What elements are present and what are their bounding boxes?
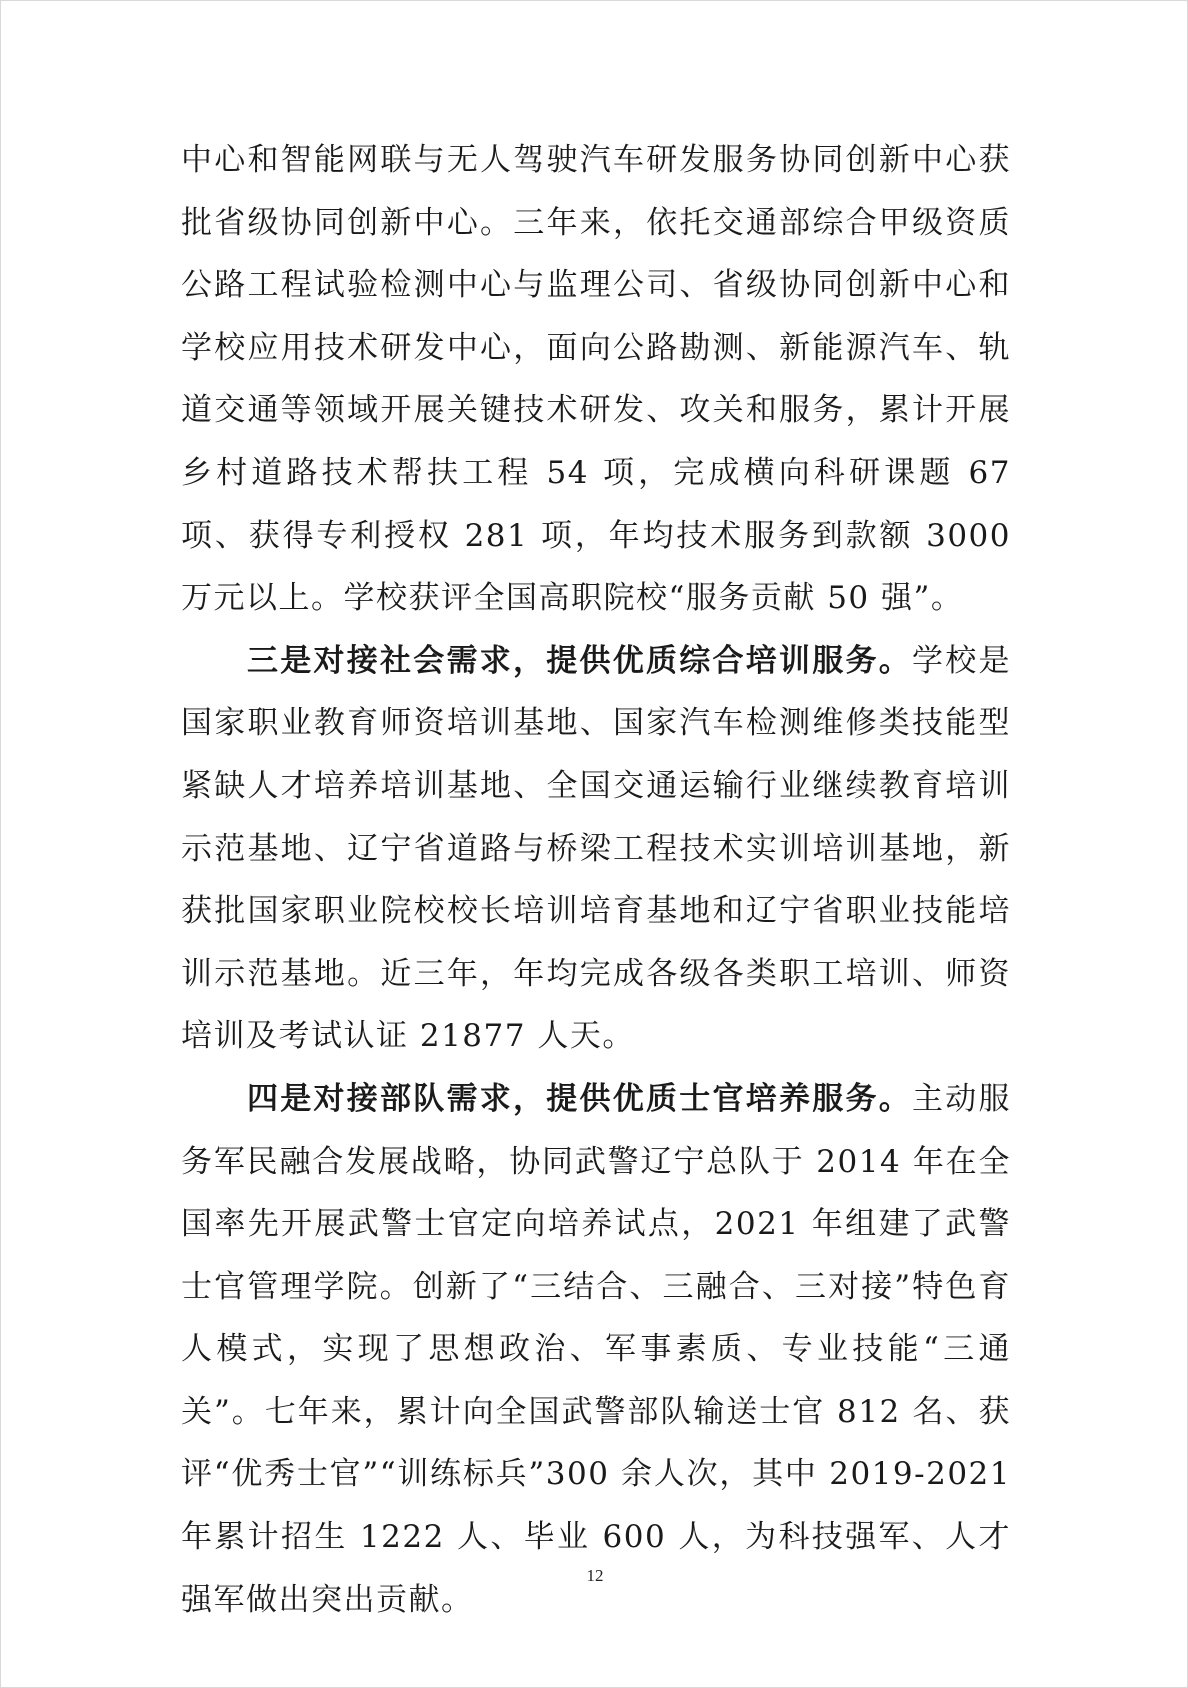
paragraph-text: 学校是国家职业教育师资培训基地、国家汽车检测维修类技能型紧缺人才培养培训基地、全国交通运输行业继续教育培训示范基地、辽宁省道路与桥梁工程技术实训培训基地，新获批国家职业院校校长培训培育基地和辽宁省职业技能培训示范基地。近三年，年均完成各级各类职工培训、师资培训及考试认证 21877 人天。 — [181, 642, 1011, 1055]
paragraph-lead: 三是对接社会需求，提供优质综合培训服务。 — [247, 642, 912, 679]
paragraph-lead: 四是对接部队需求，提供优质士官培养服务。 — [247, 1080, 912, 1117]
paragraph-research-services — [181, 129, 1011, 630]
body-text — [181, 129, 1011, 1631]
page-number: 12 — [586, 1566, 604, 1585]
paragraph-training-services — [181, 630, 1011, 1068]
paragraph-nco-training — [181, 1068, 1011, 1631]
paragraph-text: 中心和智能网联与无人驾驶汽车研发服务协同创新中心获批省级协同创新中心。三年来，依托交通部综合甲级资质公路工程试验检测中心与监理公司、省级协同创新中心和学校应用技术研发中心，面向公路勘测、新能源汽车、轨道交通等领域开展关键技术研发、攻关和服务，累计开展乡村道路技术帮扶工程 54 项，完成横向科研课题 67 项、获得专利授权 281 项，年均技术服务到款额 3000 万元以上。学校获评全国高职院校“服务贡献 50 强”。 — [181, 142, 1011, 617]
paragraph-text: 主动服务军民融合发展战略，协同武警辽宁总队于 2014 年在全国率先开展武警士官定向培养试点，2021 年组建了武警士官管理学院。创新了“三结合、三融合、三对接”特色育人模式，实现了思想政治、军事素质、专业技能“三通关”。七年来，累计向全国武警部队输送士官 812 名、获评“优秀士官”“训练标兵”300 余人次，其中 2019-2021 年累计招生 1222 人、毕业 600 人，为科技强军、人才强军做出突出贡献。 — [181, 1080, 1011, 1618]
